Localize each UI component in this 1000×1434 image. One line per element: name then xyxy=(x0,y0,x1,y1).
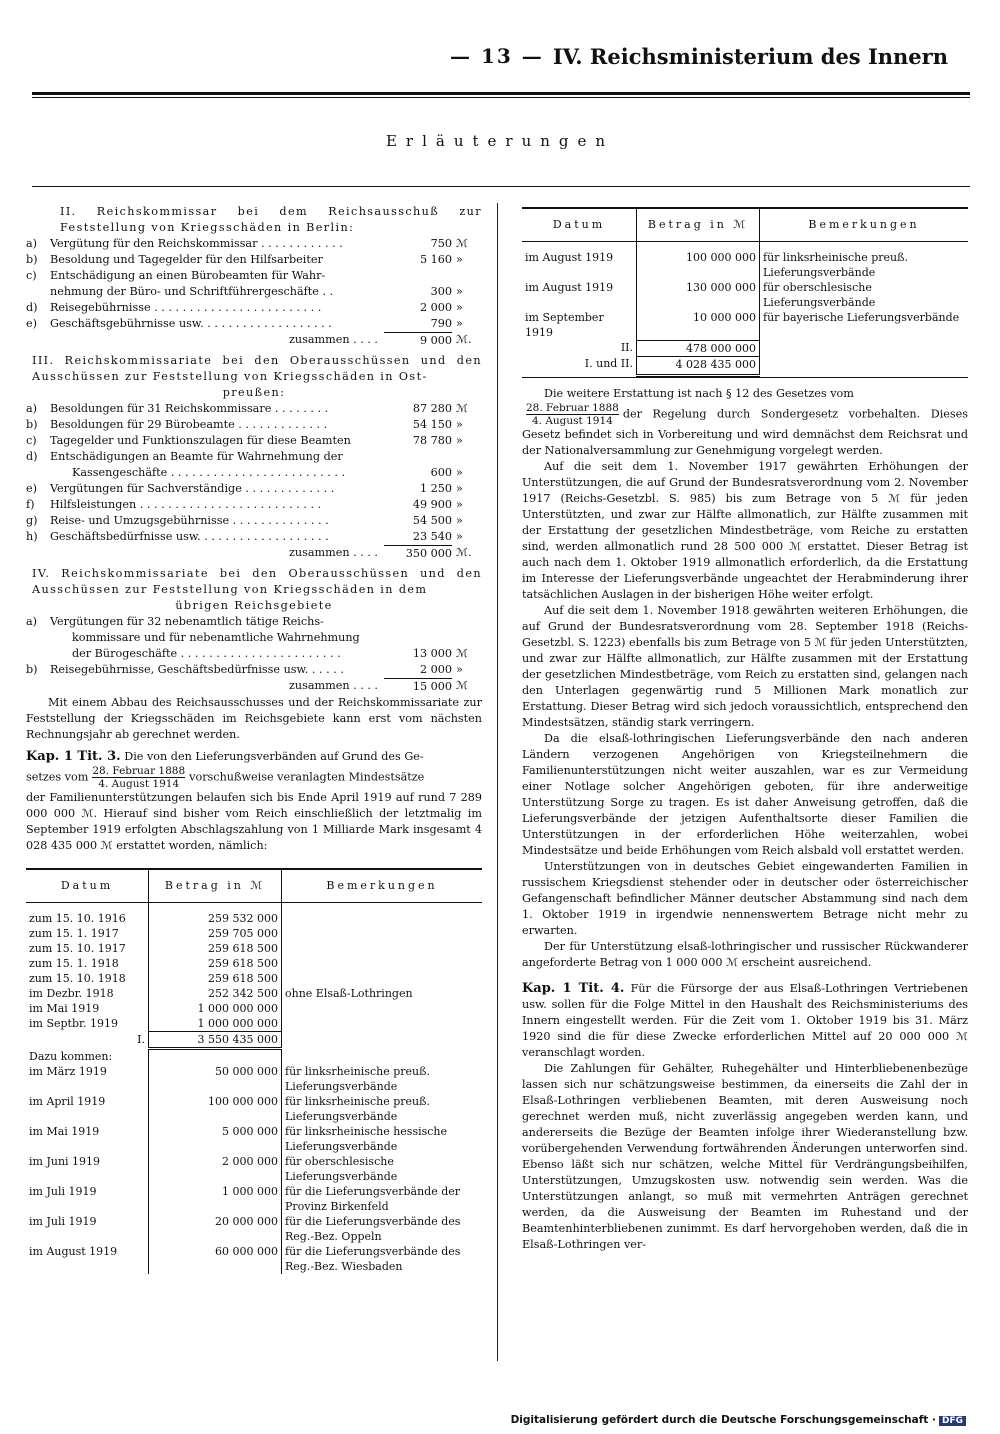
law-date-fraction: $\frac{\text{28. Februar 1888}}{\text{4. August 1914}}$ xyxy=(526,401,619,427)
digitization-footer: Digitalisierung gefördert durch die Deutsche Forschungsgemeinschaft · DFG xyxy=(511,1414,966,1426)
list-item: d) Entschädigungen an Beamte für Wahrnehmung der xyxy=(26,450,343,463)
list-item: f) Hilfsleistungen . . . . . . . . . . . . . . . . . . . . . . . . . . 49 900 » xyxy=(26,498,463,511)
left-column xyxy=(26,204,482,1274)
section-ii-title: II. Reichskommissar bei dem Reichsausschuß zur Feststellung von Kriegsschäden in Berlin: xyxy=(60,205,482,234)
list-item: kommissare und für nebenamtliche Wahrnehmung xyxy=(72,631,360,644)
list-item: h) Geschäftsbedürfnisse usw. . . . . . . . . . . . . . . . . . . 23 540 » xyxy=(26,530,463,543)
kap-label: Kap. 1 Tit. 3. xyxy=(26,749,121,764)
right-column: Datum Betrag in ℳ Bemerkungen im August 1919 100 000 000 für linksrheinische preuß. Lieferungsverbände im August 1919 130 000 000 für oberschlesische Lieferungsverbände im September 1919 10 000 000 für bayerische Lieferungsverbände II. 478 000 000 I. und II. 4 028 435 000 Die weitere Erstattung ist nach § 12 des Gesetzes vom $\frac{\text{28. Februar 1888}}{\text{4. August 1914}}$ der Regelung durch Sondergesetz vorbehalten. Dieses Gesetz befindet sich in Vorbereitung und wird demnächst dem Reichsrat und der Nationalversammlung zur Genehmigung vorgelegt werden. Auf die seit dem 1. November 1917 gewährten Erhöhungen der Unterstützungen, die auf Grund der Bundesratsverordnung vom 2. November 1917 (Reichs-Gesetzbl. S. 985) bis zum Betrage von 5 ℳ für jeden Unterstützten, und zwar zur Hälfte allmonatlich, zur Hälfte zusammen mit der Erstattung der gesetzlichen Mindestbeträge, vom Reiche zu erstatten sind, werden allmonatlich rund 28 500 000 ℳ erstattet. Dieser Betrag ist auch nach dem 1. Oktober 1919 allmonatlich erforderlich, da die Erstattung im Interesse der Lieferungsverbände ungeachtet der Herabminderung ihrer tatsächlichen Auslagen in der bisherigen Höhe weiter erfolgt. Auf die seit dem 1. November 1918 gewährten weiteren Erhöhungen, die auf Grund der Bundesratsverordnung vom 28. September 1918 (Reichs-Gesetzbl. S. 1223) ebenfalls bis zum Betrage von 5 ℳ für jeden Unterstützten, und zwar zur Hälfte allmonatlich, zur Hälfte zusammen mit der Erstattung der gesetzlichen Mindestbeträge, vom Reich zu erstatten sind, gelangen nach den Unterlagen gegenwärtig rund 5 Millionen Mark monatlich zur Erstattung. Dieser Betrag wird sich jedoch voraussichtlich, entsprechend den Mindestsätzen, ständig stark verringern. Da die elsaß-lothringischen Lieferungsverbände den nach anderen Ländern verzogenen Angehörigen von Kriegsteilnehmern die Familienunterstützungen nicht weiter auszahlen, war es zur Vermeidung einer Notlage solcher Angehörigen geboten, für ihre anderweitige Unterstützung Sorge zu tragen. Es ist daher Anweisung getroffen, daß die Lieferungsverbände der jetzigen Aufenthaltsorte dieser Familien die Unterstützungen in der erforderlichen Höhe weiterzahlen, wobei Mindestsätze und beide Erhöhungen vom Reich alsbald voll erstattet werden. Unterstützungen von in deutsches Gebiet eingewanderten Familien in russischem Kriegsdienst stehender oder in deutscher oder österreichischer Gefangenschaft befindlicher Männer deutscher Abstammung sind nach dem 1. Oktober 1919 in irgendwie nennenswertem Betrage nicht mehr zu erwarten. Der für Unterstützung elsaß-lothringischer und russischer Rückwanderer angeforderte Betrag von 1 000 000 ℳ erscheint ausreichend. Kap. 1 Tit. 4. Für die Fürsorge der aus Elsaß-Lothringen Vertriebenen usw. sollen für die Folge Mittel in den Haushalt des Reichsministeriums des Innern eingestellt werden. Für die Zeit vom 1. Oktober 1919 bis 31. März 1920 sind die für diese Zwecke erforderlichen Mittel auf 20 000 000 ℳ veranschlagt worden. Die Zahlungen für Gehälter, Ruhegehälter und Hinterbliebenenbezüge lassen sich nur schätzungsweise bestimmen, da einerseits die Zahl der in Elsaß-Lothringen verbliebenen Beamten, mit deren Ausweisung noch gerechnet werden muß, nicht zuverlässig angegeben werden kann, und andererseits die Bezüge der Beamten infolge ihrer Wiederanstellung bzw. vorübergehenden Verwendung fortwährenden Änderungen unterworfen sind. Ebenso läßt sich nur schätzen, welche Mittel für Verdrängungsbeihilfen, Unterstützungen, Umzugskosten usw. notwendig sein werden. Was die Unterstützungen anlangt, so muß mit vermehrten Anträgen gerechnet werden, da die Ausweisung der Beamten im Ruhestand und der Beamtenhinterbliebenen zunimmt. Es darf hervorgehoben werden, daß die in Elsaß-Lothringen ver- xyxy=(522,207,968,1253)
list-item: b) Reisegebührnisse, Geschäftsbedürfnisse usw. . . . . . 2 000 » xyxy=(26,663,463,676)
column-separator xyxy=(497,203,498,1361)
section-heading: Erläuterungen xyxy=(385,132,615,150)
list-item: d) Reisegebührnisse . . . . . . . . . . . . . . . . . . . . . . . . 2 000 » xyxy=(26,301,463,314)
list-item: der Bürogeschäfte . . . . . . . . . . . . . . . . . . . . . . . 13 000 ℳ xyxy=(72,647,468,660)
abbau-paragraph: Mit einem Abbau des Reichsausschusses und der Reichskommissariate zur Feststellung der Kriegsschäden im Reichsgebiete kann erst vom nächsten Rechnungsjahr ab gerechnet werden. xyxy=(26,696,482,741)
kap1-tit3: Kap. 1 Tit. 3. Die von den Lieferungsverbänden auf Grund des Ge- setzes vom $\frac{\text{28. Februar 1888}}{\text{4. August 1914}}$ vorschußweise veranlagten Mindestsätze der Familienunterstützungen belaufen sich bis Ende April 1919 auf rund 7 289 000 000 ℳ. Hierauf sind bisher vom Reich einschließlich der letztmalig im September 1919 erfolgten Abschlagszahlung von 1 Milliarde Mark insgesamt 4 028 435 000 ℳ erstattet worden, nämlich: xyxy=(26,749,482,852)
subtotal-ii: 478 000 000 xyxy=(637,340,760,356)
list-item: g) Reise- und Umzugsgebührnisse . . . . . . . . . . . . . . 54 500 » xyxy=(26,514,463,527)
section-iv-total: zusammen . . . . 15 000 ℳ xyxy=(288,679,468,693)
list-item: b) Besoldungen für 29 Bürobeamte . . . . . . . . . . . . . 54 150 » xyxy=(26,418,463,431)
running-title: IV. Reichsministerium des Innern xyxy=(552,44,948,69)
list-item: e) Vergütungen für Sachverständige . . . . . . . . . . . . . 1 250 » xyxy=(26,482,463,495)
list-item: Kassengeschäfte . . . . . . . . . . . . . . . . . . . . . . . . . 600 » xyxy=(72,466,463,479)
section-iv-title: IV. Reichskommissariate bei den Oberausschüssen und den Ausschüssen zur Feststellung von Kriegsschäden in dem xyxy=(32,567,482,596)
section-ii-items xyxy=(26,236,482,349)
page-header xyxy=(0,44,1000,76)
section-iv-items xyxy=(26,614,482,695)
list-item: b) Besoldung und Tagegelder für den Hilfsarbeiter 5 160 » xyxy=(26,253,463,266)
section-iii-title-cont: preußen: xyxy=(222,386,286,399)
section-iii-total: zusammen . . . . 350 000 ℳ. xyxy=(288,546,472,560)
payments-table-right: Datum Betrag in ℳ Bemerkungen im August 1919 100 000 000 für linksrheinische preuß. Lieferungsverbände im August 1919 130 000 000 für oberschlesische Lieferungsverbände im September 1919 10 000 000 für bayerische Lieferungsverbände II. 478 000 000 I. und II. 4 028 435 000 xyxy=(522,207,968,377)
section-iii-title: III. Reichskommissariate bei den Oberausschüssen und den Ausschüssen zur Feststellung von Kriegsschäden in Ost- xyxy=(32,354,482,383)
header-rule-thin xyxy=(32,97,970,98)
list-item: a) Besoldungen für 31 Reichskommissare . . . . . . . . 87 280 ℳ xyxy=(26,402,468,415)
list-item: c) Entschädigung an einen Bürobeamten für Wahr- xyxy=(26,269,326,282)
table-bottom-rule xyxy=(522,377,968,378)
dfg-logo: DFG xyxy=(939,1416,966,1426)
law-date-fraction: $\frac{\text{28. Februar 1888}}{\text{4. August 1914}}$ xyxy=(92,765,186,790)
header-rule xyxy=(32,92,970,95)
subtotal-i: 3 550 435 000 xyxy=(149,1032,282,1049)
section-iii-items xyxy=(26,401,482,562)
heading-rule xyxy=(32,186,970,187)
list-item: a) Vergütungen für 32 nebenamtlich tätige Reichs- xyxy=(26,615,324,628)
list-item: c) Tagegelder und Funktionszulagen für diese Beamten 78 780 » xyxy=(26,434,463,447)
section-iv-title-cont: übrigen Reichsgebiete xyxy=(175,599,333,612)
grand-total: 4 028 435 000 xyxy=(637,356,760,375)
list-item: e) Geschäftsgebührnisse usw. . . . . . . . . . . . . . . . . . . 790 » xyxy=(26,317,463,330)
payments-table-left: Datum Betrag in ℳ Bemerkungen zum 15. 10. 1916 259 532 000 zum 15. 1. 1917 259 705 000 zum 15. 10. 1917 259 618 500 zum 15. 1. 1918 259 618 500 zum 15. 10. 1918 259 618 500 im Dezbr. 1918 252 342 500 ohne Elsaß-Lothringen im Mai 1919 1 000 000 000 im Septbr. 1919 1 000 000 000 I. 3 550 435 000 Dazu kommen: im März 1919 50 000 000 für linksrheinische preuß. Lieferungsverbände im April 1919 100 000 000 für linksrheinische preuß. Lieferungsverbände im Mai 1919 5 000 000 für linksrheinische hessische Lieferungsverbände im Juni 1919 2 000 000 für oberschlesische Lieferungsverbände im Juli 1919 1 000 000 für die Lieferungsverbände der Provinz Birkenfeld im Juli 1919 20 000 000 für die Lieferungsverbände des Reg.-Bez. Oppeln im August 1919 60 000 000 für die Lieferungsverbände des Reg.-Bez. Wiesbaden xyxy=(26,868,482,1274)
page-number: — 13 — xyxy=(450,44,544,68)
list-item: a) Vergütung für den Reichskommissar . . . . . . . . . . . . 750 ℳ xyxy=(26,237,468,250)
section-ii-total: zusammen . . . . 9 000 ℳ. xyxy=(288,333,472,347)
list-item: nehmung der Büro- und Schriftführergeschäfte . . 300 » xyxy=(50,285,463,298)
kap-label: Kap. 1 Tit. 4. xyxy=(522,980,625,996)
